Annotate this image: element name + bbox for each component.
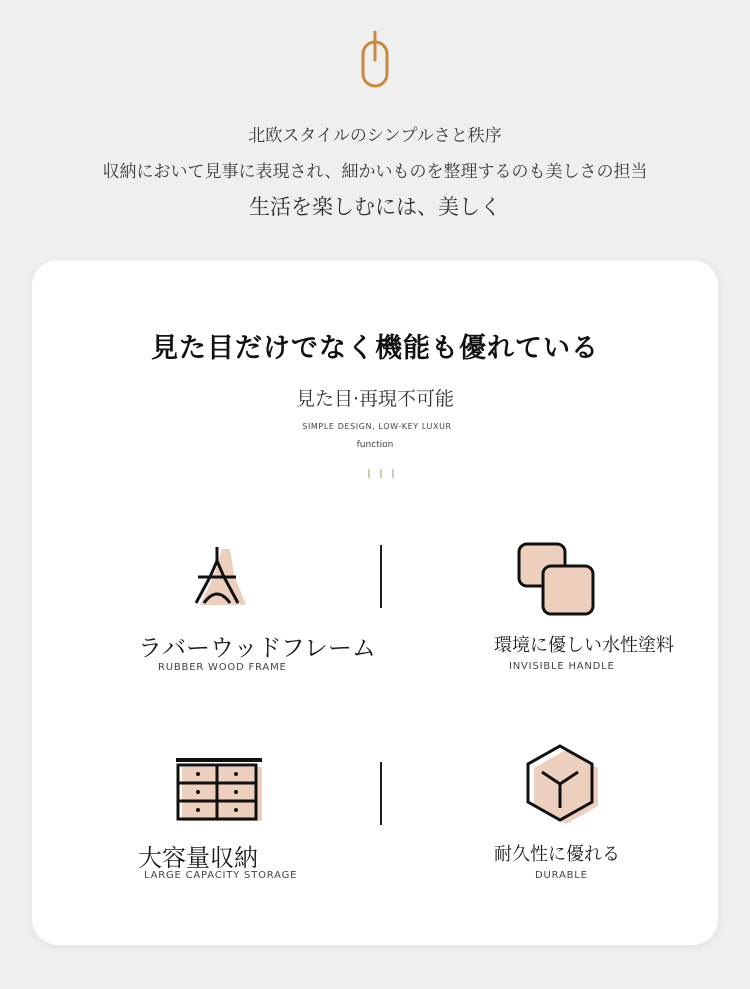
divider-top <box>380 545 382 608</box>
mouse-icon <box>361 30 389 90</box>
intro-line-2: 収納において見事に表現され、細かいものを整理するのも美しさの担当 <box>102 162 648 182</box>
intro-line-3: 生活を楽しむには、美しく <box>249 195 501 219</box>
feature-label-rubber-wood: ラバーウッドフレーム <box>138 634 376 662</box>
hexagon-cube-icon <box>524 742 602 832</box>
tick-marks-decoration <box>367 467 397 479</box>
divider-bottom <box>380 762 382 825</box>
tower-icon <box>190 545 250 607</box>
feature-label-water-paint: 環境に優しい水性塗料 <box>494 635 674 656</box>
dresser-icon <box>174 757 266 825</box>
overlapping-squares-icon <box>515 540 599 618</box>
card-title: 見た目だけでなく機能も優れている <box>151 333 599 364</box>
intro-line-1: 北欧スタイルのシンプルさと秩序 <box>248 126 502 146</box>
feature-en-durable: DURABLE <box>535 870 588 881</box>
feature-en-invisible-handle: INVISIBLE HANDLE <box>509 661 615 672</box>
card-english-line-2: function <box>356 440 394 450</box>
feature-en-rubber-wood: RUBBER WOOD FRAME <box>158 662 287 673</box>
feature-en-large-storage: LARGE CAPACITY STORAGE <box>144 870 298 881</box>
card-english-line-1: SIMPLE DESIGN, LOW-KEY LUXUR <box>302 422 452 431</box>
card-subtitle: 見た目·再現不可能 <box>295 388 455 410</box>
feature-label-large-storage: 大容量収納 <box>138 844 258 872</box>
feature-label-durable: 耐久性に優れる <box>494 844 620 865</box>
